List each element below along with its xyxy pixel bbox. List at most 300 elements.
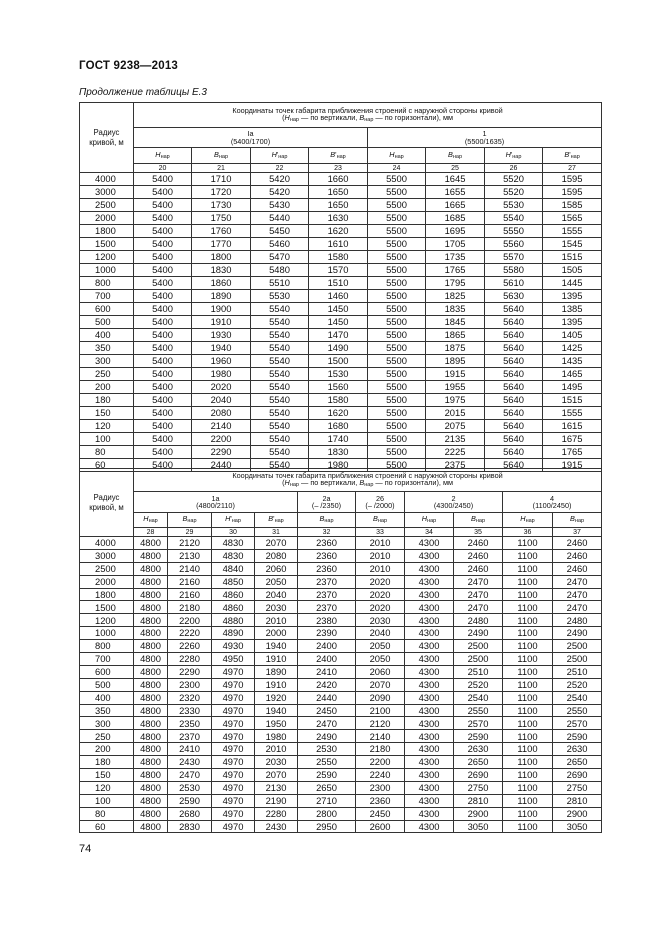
value-cell: 2530 xyxy=(298,743,356,756)
group-header: 2a (– /2350) xyxy=(298,492,356,513)
column-symbol-header xyxy=(134,513,168,528)
value-cell: 2830 xyxy=(168,820,212,833)
value-cell: 5400 xyxy=(134,381,192,394)
table-row xyxy=(80,769,602,782)
value-cell: 1100 xyxy=(503,653,553,666)
value-cell: 1830 xyxy=(192,264,251,277)
radius-column-header: Радиус кривой, м xyxy=(80,469,134,537)
value-cell: 3050 xyxy=(553,820,602,833)
column-symbol: H xyxy=(520,514,526,524)
value-cell: 2060 xyxy=(356,665,405,678)
value-cell: 5500 xyxy=(368,186,426,199)
value-cell: 1720 xyxy=(192,186,251,199)
value-cell: 5500 xyxy=(368,446,426,459)
radius-cell: 300 xyxy=(80,355,134,368)
value-cell: 2060 xyxy=(255,562,298,575)
value-cell: 4300 xyxy=(405,743,454,756)
column-symbol-header xyxy=(192,148,251,164)
value-cell: 1910 xyxy=(255,678,298,691)
radius-cell: 250 xyxy=(80,368,134,381)
table-row xyxy=(80,781,602,794)
value-cell: 1385 xyxy=(543,303,602,316)
value-cell: 4970 xyxy=(212,756,255,769)
value-cell: 4970 xyxy=(212,807,255,820)
value-cell: 2590 xyxy=(298,769,356,782)
value-cell: 2710 xyxy=(298,794,356,807)
value-cell: 5400 xyxy=(134,407,192,420)
value-cell: 5540 xyxy=(251,407,309,420)
value-cell: 1580 xyxy=(309,251,368,264)
value-cell: 1735 xyxy=(426,251,485,264)
column-symbol-header xyxy=(553,513,602,528)
column-number: 37 xyxy=(553,528,602,537)
value-cell: 5640 xyxy=(485,407,543,420)
value-cell: 2100 xyxy=(356,704,405,717)
value-cell: 5400 xyxy=(134,368,192,381)
table-1-body xyxy=(80,103,602,173)
value-cell: 5540 xyxy=(251,420,309,433)
column-symbol: H xyxy=(389,149,395,159)
value-cell: 4970 xyxy=(212,794,255,807)
value-cell: 5500 xyxy=(368,368,426,381)
value-cell: 2290 xyxy=(192,446,251,459)
value-cell: 2440 xyxy=(192,459,251,472)
table-row xyxy=(80,355,602,368)
value-cell: 2360 xyxy=(298,549,356,562)
value-cell: 5640 xyxy=(485,433,543,446)
value-cell: 1915 xyxy=(426,368,485,381)
value-cell: 2140 xyxy=(356,730,405,743)
value-cell: 2350 xyxy=(168,717,212,730)
value-cell: 4300 xyxy=(405,704,454,717)
column-symbol: B xyxy=(372,514,378,524)
value-cell: 1585 xyxy=(543,199,602,212)
value-cell: 5470 xyxy=(251,251,309,264)
value-cell: 2370 xyxy=(168,730,212,743)
table-row xyxy=(80,562,602,575)
value-cell: 2030 xyxy=(356,614,405,627)
value-cell: 2900 xyxy=(553,807,602,820)
value-cell: 1545 xyxy=(543,238,602,251)
value-cell: 4300 xyxy=(405,575,454,588)
table-row xyxy=(80,794,602,807)
value-cell: 4830 xyxy=(212,549,255,562)
value-cell: 2370 xyxy=(298,575,356,588)
value-cell: 5400 xyxy=(134,420,192,433)
column-symbol-header xyxy=(368,148,426,164)
value-cell: 1765 xyxy=(426,264,485,277)
value-cell: 5540 xyxy=(251,459,309,472)
value-cell: 2030 xyxy=(255,601,298,614)
value-cell: 4800 xyxy=(134,549,168,562)
value-cell: 1100 xyxy=(503,730,553,743)
column-symbol: H xyxy=(271,149,277,159)
table-row xyxy=(80,238,602,251)
column-subscript: нар xyxy=(160,153,170,160)
value-cell: 1675 xyxy=(543,433,602,446)
value-cell: 2480 xyxy=(454,614,503,627)
table-row xyxy=(80,212,602,225)
column-symbol-header xyxy=(134,148,192,164)
value-cell: 5500 xyxy=(368,264,426,277)
value-cell: 2070 xyxy=(356,678,405,691)
value-cell: 4840 xyxy=(212,562,255,575)
value-cell: 5630 xyxy=(485,290,543,303)
value-cell: 5540 xyxy=(251,381,309,394)
value-cell: 2020 xyxy=(356,575,405,588)
table-1-title-line1: Координаты точек габарита приближения строений с наружной стороны кривой xyxy=(232,105,503,115)
radius-cell: 3000 xyxy=(80,186,134,199)
value-cell: 2320 xyxy=(168,691,212,704)
value-cell: 5500 xyxy=(368,433,426,446)
column-prime: ' xyxy=(569,149,571,159)
value-cell: 1580 xyxy=(309,394,368,407)
value-cell: 2010 xyxy=(356,562,405,575)
column-subscript: нар xyxy=(148,518,158,525)
value-cell: 2010 xyxy=(356,549,405,562)
value-cell: 2460 xyxy=(454,549,503,562)
column-prime: ' xyxy=(273,514,275,524)
value-cell: 2120 xyxy=(356,717,405,730)
value-cell: 1615 xyxy=(543,420,602,433)
radius-cell: 800 xyxy=(80,277,134,290)
value-cell: 1100 xyxy=(503,743,553,756)
table-2-title-cell xyxy=(134,469,602,492)
table-row xyxy=(80,173,602,186)
table-row xyxy=(80,704,602,717)
value-cell: 4970 xyxy=(212,678,255,691)
value-cell: 2520 xyxy=(454,678,503,691)
value-cell: 1650 xyxy=(309,186,368,199)
value-cell: 2360 xyxy=(356,794,405,807)
radius-cell: 350 xyxy=(80,342,134,355)
value-cell: 1825 xyxy=(426,290,485,303)
column-symbol-header xyxy=(298,513,356,528)
value-cell: 2590 xyxy=(168,794,212,807)
table-row xyxy=(80,186,602,199)
value-cell: 5530 xyxy=(251,290,309,303)
value-cell: 5400 xyxy=(134,329,192,342)
value-cell: 2300 xyxy=(168,678,212,691)
value-cell: 2510 xyxy=(454,665,503,678)
column-subscript: нар xyxy=(525,518,535,525)
value-cell: 1450 xyxy=(309,316,368,329)
value-cell: 4300 xyxy=(405,640,454,653)
radius-cell: 300 xyxy=(80,717,134,730)
value-cell: 5570 xyxy=(485,251,543,264)
radius-cell: 400 xyxy=(80,691,134,704)
value-cell: 5400 xyxy=(134,446,192,459)
value-cell: 1560 xyxy=(309,381,368,394)
value-cell: 5500 xyxy=(368,212,426,225)
value-cell: 2160 xyxy=(168,588,212,601)
value-cell: 2200 xyxy=(168,614,212,627)
value-cell: 5540 xyxy=(251,433,309,446)
page-number: 74 xyxy=(79,843,92,855)
table-row xyxy=(80,394,602,407)
value-cell: 4830 xyxy=(212,537,255,550)
radius-cell: 4000 xyxy=(80,173,134,186)
value-cell: 4970 xyxy=(212,769,255,782)
value-cell: 1595 xyxy=(543,173,602,186)
value-cell: 1100 xyxy=(503,601,553,614)
value-cell: 2430 xyxy=(168,756,212,769)
value-cell: 4800 xyxy=(134,575,168,588)
value-cell: 2480 xyxy=(553,614,602,627)
radius-cell: 100 xyxy=(80,433,134,446)
value-cell: 1100 xyxy=(503,691,553,704)
column-subscript: нар xyxy=(278,153,288,160)
value-cell: 2530 xyxy=(168,781,212,794)
value-cell: 4800 xyxy=(134,691,168,704)
value-cell: 1100 xyxy=(503,756,553,769)
value-cell: 5640 xyxy=(485,446,543,459)
table-row xyxy=(80,730,602,743)
table-row xyxy=(80,368,602,381)
value-cell: 4300 xyxy=(405,794,454,807)
value-cell: 1100 xyxy=(503,562,553,575)
table-row xyxy=(80,653,602,666)
table-row xyxy=(80,277,602,290)
value-cell: 1895 xyxy=(426,355,485,368)
table-2-group-row xyxy=(80,492,602,513)
radius-cell: 1200 xyxy=(80,614,134,627)
table-row xyxy=(80,225,602,238)
value-cell: 2010 xyxy=(255,614,298,627)
value-cell: 2070 xyxy=(255,537,298,550)
radius-cell: 2000 xyxy=(80,212,134,225)
value-cell: 1530 xyxy=(309,368,368,381)
value-cell: 2470 xyxy=(454,601,503,614)
value-cell: 2380 xyxy=(298,614,356,627)
radius-cell: 2000 xyxy=(80,575,134,588)
value-cell: 2900 xyxy=(454,807,503,820)
value-cell: 2750 xyxy=(553,781,602,794)
table-row xyxy=(80,199,602,212)
value-cell: 2080 xyxy=(192,407,251,420)
value-cell: 5430 xyxy=(251,199,309,212)
table-row xyxy=(80,614,602,627)
value-cell: 2130 xyxy=(168,549,212,562)
value-cell: 2000 xyxy=(255,627,298,640)
value-cell: 5400 xyxy=(134,316,192,329)
value-cell: 2440 xyxy=(298,691,356,704)
table-row xyxy=(80,251,602,264)
value-cell: 1505 xyxy=(543,264,602,277)
value-cell: 2040 xyxy=(255,588,298,601)
value-cell: 4300 xyxy=(405,537,454,550)
table-row xyxy=(80,303,602,316)
table-row xyxy=(80,407,602,420)
value-cell: 5640 xyxy=(485,316,543,329)
value-cell: 1620 xyxy=(309,407,368,420)
value-cell: 2410 xyxy=(298,665,356,678)
value-cell: 1940 xyxy=(192,342,251,355)
value-cell: 5640 xyxy=(485,329,543,342)
radius-cell: 600 xyxy=(80,303,134,316)
value-cell: 2370 xyxy=(298,601,356,614)
value-cell: 4860 xyxy=(212,601,255,614)
value-cell: 4970 xyxy=(212,820,255,833)
value-cell: 4800 xyxy=(134,537,168,550)
value-cell: 2470 xyxy=(553,588,602,601)
value-cell: 5520 xyxy=(485,173,543,186)
value-cell: 4970 xyxy=(212,704,255,717)
column-number: 26 xyxy=(485,164,543,173)
value-cell: 1470 xyxy=(309,329,368,342)
value-cell: 1570 xyxy=(309,264,368,277)
value-cell: 2050 xyxy=(356,653,405,666)
value-cell: 4970 xyxy=(212,781,255,794)
column-prime: ' xyxy=(510,149,513,159)
value-cell: 2490 xyxy=(553,627,602,640)
radius-cell: 150 xyxy=(80,769,134,782)
column-symbol-header xyxy=(212,513,255,528)
table-2-title-line1: Координаты точек габарита приближения строений с наружной стороны кривой xyxy=(232,470,503,480)
value-cell: 4300 xyxy=(405,717,454,730)
value-cell: 1910 xyxy=(192,316,251,329)
radius-cell: 3000 xyxy=(80,549,134,562)
value-cell: 1100 xyxy=(503,704,553,717)
value-cell: 4800 xyxy=(134,627,168,640)
radius-cell: 500 xyxy=(80,678,134,691)
value-cell: 1100 xyxy=(503,794,553,807)
value-cell: 1100 xyxy=(503,575,553,588)
column-subscript: нар xyxy=(336,153,346,160)
value-cell: 4300 xyxy=(405,562,454,575)
value-cell: 5500 xyxy=(368,355,426,368)
value-cell: 2460 xyxy=(454,562,503,575)
value-cell: 2650 xyxy=(454,756,503,769)
value-cell: 2540 xyxy=(553,691,602,704)
value-cell: 4930 xyxy=(212,640,255,653)
value-cell: 2360 xyxy=(298,537,356,550)
value-cell: 5640 xyxy=(485,355,543,368)
column-number: 24 xyxy=(368,164,426,173)
value-cell: 2470 xyxy=(454,575,503,588)
value-cell: 2080 xyxy=(255,549,298,562)
table-continuation-caption: Продолжение таблицы Е.3 xyxy=(79,87,207,98)
value-cell: 4800 xyxy=(134,769,168,782)
value-cell: 2050 xyxy=(255,575,298,588)
value-cell: 1960 xyxy=(192,355,251,368)
column-symbol: B xyxy=(319,514,325,524)
value-cell: 1860 xyxy=(192,277,251,290)
value-cell: 1100 xyxy=(503,549,553,562)
radius-cell: 80 xyxy=(80,807,134,820)
radius-cell: 120 xyxy=(80,781,134,794)
value-cell: 1740 xyxy=(309,433,368,446)
column-symbol: H xyxy=(143,514,149,524)
column-symbol-header xyxy=(168,513,212,528)
table-row xyxy=(80,717,602,730)
value-cell: 2810 xyxy=(553,794,602,807)
radius-cell: 150 xyxy=(80,407,134,420)
radius-cell: 60 xyxy=(80,820,134,833)
column-symbol: B xyxy=(470,514,476,524)
value-cell: 2800 xyxy=(298,807,356,820)
value-cell: 4850 xyxy=(212,575,255,588)
value-cell: 5540 xyxy=(251,342,309,355)
table-1-colnum-row xyxy=(80,164,602,173)
value-cell: 2135 xyxy=(426,433,485,446)
value-cell: 1655 xyxy=(426,186,485,199)
radius-cell: 4000 xyxy=(80,537,134,550)
value-cell: 1760 xyxy=(192,225,251,238)
column-number: 33 xyxy=(356,528,405,537)
value-cell: 2010 xyxy=(255,743,298,756)
value-cell: 5400 xyxy=(134,238,192,251)
value-cell: 5500 xyxy=(368,199,426,212)
value-cell: 2650 xyxy=(553,756,602,769)
value-cell: 1395 xyxy=(543,290,602,303)
value-cell: 4300 xyxy=(405,549,454,562)
value-cell: 1915 xyxy=(543,459,602,472)
value-cell: 4800 xyxy=(134,730,168,743)
column-number: 21 xyxy=(192,164,251,173)
value-cell: 1610 xyxy=(309,238,368,251)
value-cell: 5500 xyxy=(368,251,426,264)
radius-cell: 180 xyxy=(80,756,134,769)
value-cell: 1845 xyxy=(426,316,485,329)
value-cell: 5540 xyxy=(251,316,309,329)
value-cell: 4300 xyxy=(405,627,454,640)
value-cell: 2075 xyxy=(426,420,485,433)
value-cell: 4300 xyxy=(405,691,454,704)
value-cell: 4800 xyxy=(134,601,168,614)
value-cell: 4300 xyxy=(405,769,454,782)
value-cell: 5500 xyxy=(368,381,426,394)
table-row xyxy=(80,627,602,640)
value-cell: 5460 xyxy=(251,238,309,251)
value-cell: 5540 xyxy=(251,446,309,459)
value-cell: 4970 xyxy=(212,691,255,704)
value-cell: 5500 xyxy=(368,459,426,472)
table-1-symbol-row xyxy=(80,148,602,164)
value-cell: 2510 xyxy=(553,665,602,678)
value-cell: 2400 xyxy=(298,653,356,666)
value-cell: 4860 xyxy=(212,588,255,601)
table-row xyxy=(80,756,602,769)
group-header: 26 (– /2000) xyxy=(356,492,405,513)
radius-cell: 60 xyxy=(80,459,134,472)
value-cell: 1460 xyxy=(309,290,368,303)
clearance-table-1 xyxy=(79,102,602,472)
value-cell: 2020 xyxy=(356,588,405,601)
value-cell: 2500 xyxy=(454,653,503,666)
value-cell: 4970 xyxy=(212,743,255,756)
value-cell: 2090 xyxy=(356,691,405,704)
value-cell: 2225 xyxy=(426,446,485,459)
value-cell: 2570 xyxy=(553,717,602,730)
group-header: 2 (4300/2450) xyxy=(405,492,503,513)
value-cell: 2180 xyxy=(168,601,212,614)
column-number: 27 xyxy=(543,164,602,173)
column-symbol: B xyxy=(447,149,453,159)
table-row xyxy=(80,588,602,601)
value-cell: 1100 xyxy=(503,678,553,691)
value-cell: 2460 xyxy=(454,537,503,550)
group-header: 4 (1100/2450) xyxy=(503,492,602,513)
value-cell: 5400 xyxy=(134,212,192,225)
table-row xyxy=(80,446,602,459)
value-cell: 1975 xyxy=(426,394,485,407)
value-cell: 2500 xyxy=(553,640,602,653)
radius-cell: 1000 xyxy=(80,264,134,277)
value-cell: 1900 xyxy=(192,303,251,316)
value-cell: 4300 xyxy=(405,614,454,627)
value-cell: 2460 xyxy=(553,562,602,575)
